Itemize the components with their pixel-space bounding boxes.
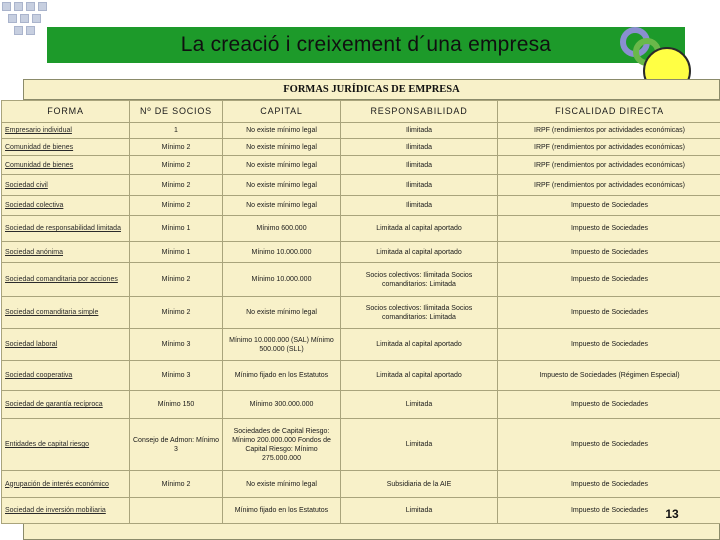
cell-fiscalidad: Impuesto de Sociedades (Régimen Especial) xyxy=(498,361,720,391)
table-header-row xyxy=(2,101,720,123)
table-row xyxy=(2,242,720,263)
cell-capital: Mínimo fijado en los Estatutos xyxy=(223,498,341,524)
table-row xyxy=(2,391,720,419)
cell-forma[interactable]: Empresario individual xyxy=(2,123,130,139)
cell-capital: Mínimo 10.000.000 xyxy=(223,263,341,297)
cell-socios: Mínimo 2 xyxy=(130,263,223,297)
cell-socios: Mínimo 3 xyxy=(130,361,223,391)
cell-capital: Mínimo 300.000.000 xyxy=(223,391,341,419)
table-title: FORMAS JURÍDICAS DE EMPRESA xyxy=(24,80,719,100)
cell-responsabilidad: Limitada xyxy=(341,419,498,471)
cell-capital: No existe mínimo legal xyxy=(223,123,341,139)
decorative-square xyxy=(8,14,17,23)
cell-responsabilidad: Subsidiaria de la AIE xyxy=(341,471,498,498)
cell-capital: Sociedades de Capital Riesgo: Mínimo 200.000.000 Fondos de Capital Riesgo: Mínimo 275.000.000 xyxy=(223,419,341,471)
table-row xyxy=(2,329,720,361)
cell-socios: Mínimo 2 xyxy=(130,139,223,156)
decorative-square xyxy=(32,14,41,23)
table-row xyxy=(2,196,720,216)
cell-responsabilidad: Ilimitada xyxy=(341,123,498,139)
cell-forma[interactable]: Sociedad de inversión mobiliaria xyxy=(2,498,130,524)
cell-capital: No existe mínimo legal xyxy=(223,175,341,196)
decorative-square xyxy=(20,14,29,23)
cell-fiscalidad: IRPF (rendimientos por actividades económicas) xyxy=(498,175,720,196)
cell-socios: Consejo de Admon: Mínimo 3 xyxy=(130,419,223,471)
cell-responsabilidad: Ilimitada xyxy=(341,139,498,156)
cell-capital: No existe mínimo legal xyxy=(223,196,341,216)
table-row xyxy=(2,123,720,139)
cell-socios: Mínimo 2 xyxy=(130,175,223,196)
cell-forma[interactable]: Sociedad anónima xyxy=(2,242,130,263)
cell-socios: Mínimo 2 xyxy=(130,156,223,175)
cell-capital: Mínimo 10.000.000 (SAL) Mínimo 500.000 (SLL) xyxy=(223,329,341,361)
cell-fiscalidad: Impuesto de Sociedades xyxy=(498,391,720,419)
cell-socios: Mínimo 2 xyxy=(130,297,223,329)
header-fiscalidad: FISCALIDAD DIRECTA xyxy=(498,101,720,123)
header-socios: Nº DE SOCIOS xyxy=(130,101,223,123)
cell-fiscalidad: IRPF (rendimientos por actividades económicas) xyxy=(498,123,720,139)
table-row xyxy=(2,419,720,471)
header-forma: FORMA xyxy=(2,101,130,123)
cell-forma[interactable]: Sociedad comanditaria simple xyxy=(2,297,130,329)
header-capital: CAPITAL xyxy=(223,101,341,123)
table-row xyxy=(2,361,720,391)
table-row xyxy=(2,139,720,156)
cell-responsabilidad: Socios colectivos: Ilimitada Socios comanditarios: Limitada xyxy=(341,263,498,297)
legal-forms-table-panel xyxy=(5,79,720,540)
decorative-square xyxy=(14,2,23,11)
cell-responsabilidad: Limitada al capital aportado xyxy=(341,329,498,361)
decorative-square xyxy=(26,26,35,35)
decorative-square xyxy=(14,26,23,35)
cell-capital: No existe mínimo legal xyxy=(223,297,341,329)
decorative-square xyxy=(2,2,11,11)
table-row xyxy=(2,263,720,297)
decorative-square xyxy=(38,2,47,11)
cell-fiscalidad: Impuesto de Sociedades xyxy=(498,263,720,297)
cell-fiscalidad: Impuesto de Sociedades xyxy=(498,419,720,471)
cell-capital: No existe mínimo legal xyxy=(223,139,341,156)
cell-responsabilidad: Ilimitada xyxy=(341,196,498,216)
cell-socios: Mínimo 150 xyxy=(130,391,223,419)
cell-forma[interactable]: Comunidad de bienes xyxy=(2,156,130,175)
cell-capital: Mínimo 600.000 xyxy=(223,216,341,242)
cell-socios: Mínimo 2 xyxy=(130,471,223,498)
cell-fiscalidad: Impuesto de Sociedades xyxy=(498,329,720,361)
cell-socios: Mínimo 1 xyxy=(130,242,223,263)
cell-forma[interactable]: Comunidad de bienes xyxy=(2,139,130,156)
table-row xyxy=(2,216,720,242)
cell-socios: Mínimo 1 xyxy=(130,216,223,242)
cell-forma[interactable]: Sociedad laboral xyxy=(2,329,130,361)
cell-socios: Mínimo 2 xyxy=(130,196,223,216)
cell-socios: Mínimo 3 xyxy=(130,329,223,361)
cell-responsabilidad: Limitada xyxy=(341,498,498,524)
cell-responsabilidad: Socios colectivos: Ilimitada Socios comanditarios: Limitada xyxy=(341,297,498,329)
table-row xyxy=(2,175,720,196)
header-responsabilidad: RESPONSABILIDAD xyxy=(341,101,498,123)
cell-forma[interactable]: Sociedad de garantía recíproca xyxy=(2,391,130,419)
cell-responsabilidad: Limitada al capital aportado xyxy=(341,216,498,242)
cell-forma[interactable]: Sociedad colectiva xyxy=(2,196,130,216)
cell-forma[interactable]: Sociedad de responsabilidad limitada xyxy=(2,216,130,242)
cell-fiscalidad: Impuesto de Sociedades xyxy=(498,242,720,263)
cell-forma[interactable]: Agrupación de interés económico xyxy=(2,471,130,498)
cell-fiscalidad: Impuesto de Sociedades xyxy=(498,216,720,242)
page-title: La creació i creixement d´una empresa xyxy=(180,33,552,56)
cell-capital: No existe mínimo legal xyxy=(223,471,341,498)
cell-responsabilidad: Ilimitada xyxy=(341,156,498,175)
cell-fiscalidad: Impuesto de Sociedades xyxy=(498,297,720,329)
table-row xyxy=(2,471,720,498)
cell-forma[interactable]: Sociedad civil xyxy=(2,175,130,196)
cell-socios xyxy=(130,498,223,524)
cell-forma[interactable]: Sociedad cooperativa xyxy=(2,361,130,391)
cell-responsabilidad: Limitada al capital aportado xyxy=(341,361,498,391)
cell-fiscalidad: IRPF (rendimientos por actividades económicas) xyxy=(498,139,720,156)
table-row xyxy=(2,297,720,329)
legal-forms-table xyxy=(1,100,720,524)
table-row xyxy=(2,156,720,175)
cell-responsabilidad: Limitada xyxy=(341,391,498,419)
cell-capital: Mínimo fijado en los Estatutos xyxy=(223,361,341,391)
table-row xyxy=(2,498,720,524)
cell-responsabilidad: Ilimitada xyxy=(341,175,498,196)
cell-fiscalidad: IRPF (rendimientos por actividades económicas) xyxy=(498,156,720,175)
cell-capital: Mínimo 10.000.000 xyxy=(223,242,341,263)
cell-fiscalidad: Impuesto de Sociedades xyxy=(498,196,720,216)
cell-fiscalidad: Impuesto de Sociedades xyxy=(498,471,720,498)
cell-capital: No existe mínimo legal xyxy=(223,156,341,175)
cell-forma[interactable]: Sociedad comanditaria por acciones xyxy=(2,263,130,297)
cell-socios: 1 xyxy=(130,123,223,139)
cell-responsabilidad: Limitada al capital aportado xyxy=(341,242,498,263)
cell-forma[interactable]: Entidades de capital riesgo xyxy=(2,419,130,471)
decorative-square xyxy=(26,2,35,11)
cell-fiscalidad: Impuesto de Sociedades xyxy=(498,498,720,524)
page-number: 13 xyxy=(665,507,679,521)
